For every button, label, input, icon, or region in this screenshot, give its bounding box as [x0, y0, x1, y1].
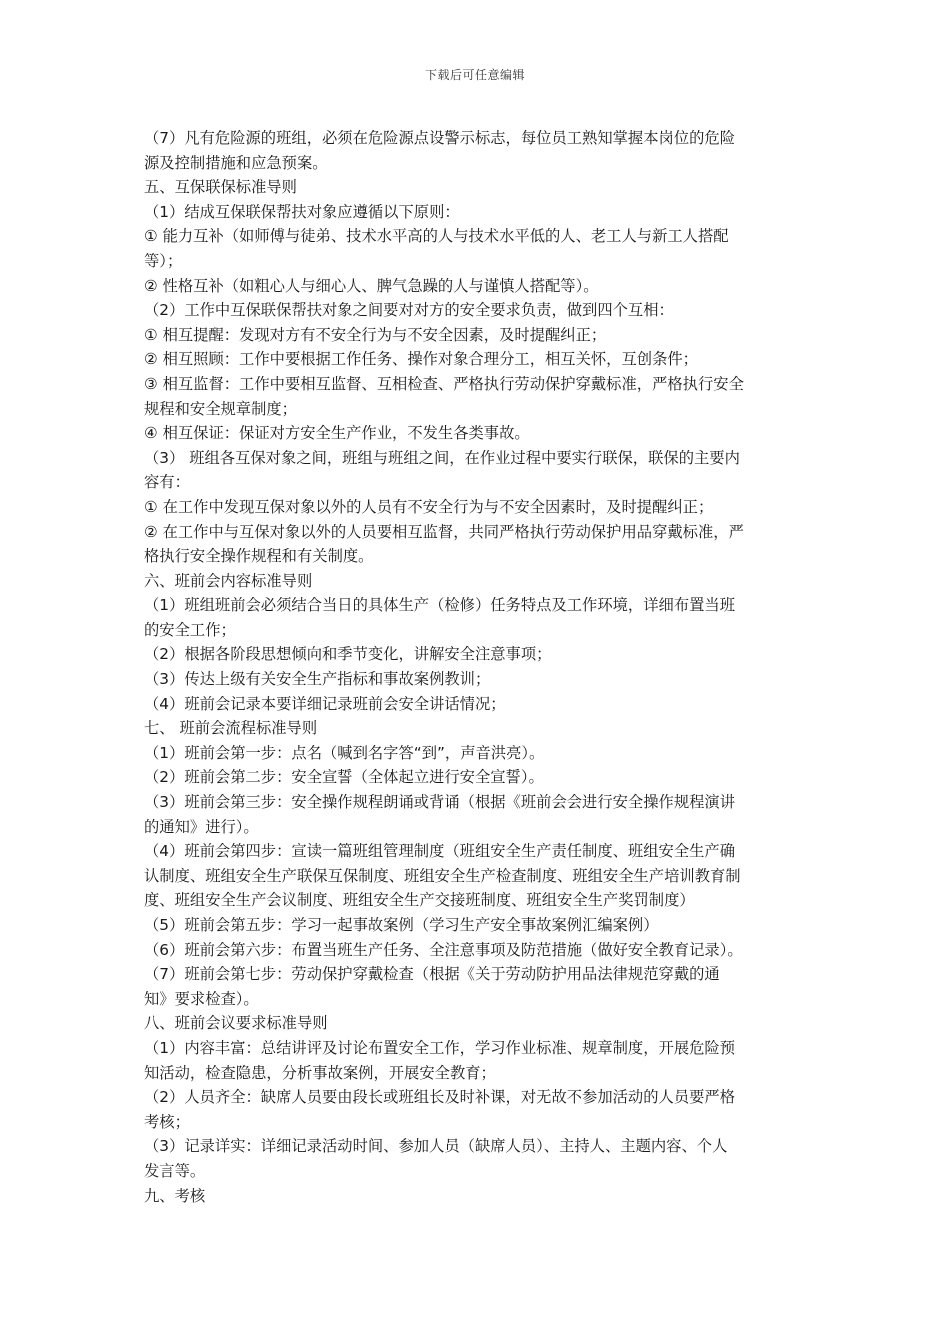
text-line: 知活动，检查隐患，分析事故案例，开展安全教育； [144, 1063, 496, 1082]
text-line: （3）班前会第三步：安全操作规程朗诵或背诵（根据《班前会会进行安全操作规程演讲 [144, 793, 736, 812]
text-line: 认制度、班组安全生产联保互保制度、班组安全生产检查制度、班组安全生产培训教育制 [144, 866, 741, 885]
page-header: 下载后可任意编辑 [424, 68, 525, 82]
text-line: （5）班前会第五步：学习一起事故案例（学习生产安全事故案例汇编案例） [144, 916, 659, 934]
text-line: （7）凡有危险源的班组，必须在危险源点设警示标志，每位员工熟知掌握本岗位的危险 [144, 129, 736, 147]
text-line: （7）班前会第七步：劳动保护穿戴检查（根据《关于劳动防护用品法律规范穿戴的通 [144, 965, 720, 984]
text-line: ② 在工作中与互保对象以外的人员要相互监督，共同严格执行劳动保护用品穿戴标准，严 [144, 522, 744, 541]
text-line: 发言等。 [144, 1161, 206, 1180]
text-line: 容有： [144, 473, 190, 492]
section-heading: 八、班前会议要求标准导则 [144, 1014, 328, 1033]
text-line: ① 能力互补（如师傅与徒弟、技术水平高的人与技术水平低的人、老工人与新工人搭配 [144, 227, 729, 246]
section-heading: 七、 班前会流程标准导则 [144, 719, 318, 738]
section-heading: 六、班前会内容标准导则 [144, 571, 313, 590]
text-line: （1）内容丰富：总结讲评及讨论布置安全工作，学习作业标准、规章制度，开展危险预 [144, 1038, 736, 1057]
text-line: 规程和安全规章制度； [144, 399, 297, 418]
text-line: 知》要求检查）。 [144, 989, 259, 1008]
text-line: （3）记录详实：详细记录活动时间、参加人员（缺席人员）、主持人、主题内容、个人 [144, 1137, 728, 1156]
text-line: （1）班前会第一步：点名（喊到名字答“到”，声音洪亮）。 [144, 743, 545, 762]
text-line: （2）班前会第二步：安全宣誓（全体起立进行安全宣誓）。 [144, 768, 544, 787]
document-body [144, 126, 808, 1208]
text-line: 的通知》进行）。 [144, 817, 259, 836]
text-line: （6）班前会第六步：布置当班生产任务、全注意事项及防范措施（做好安全教育记录）。 [144, 940, 743, 959]
text-line: 源及控制措施和应急预案。 [144, 153, 328, 172]
text-line: （3）传达上级有关安全生产指标和事故案例教训； [144, 670, 491, 689]
text-line: 等）； [144, 251, 183, 270]
text-line: （4）班前会记录本要详细记录班前会安全讲话情况； [144, 694, 506, 713]
text-line: 度、班组安全生产会议制度、班组安全生产交接班制度、班组安全生产奖罚制度） [144, 891, 695, 910]
text-line: ④ 相互保证：保证对方安全生产作业，不发生各类事故。 [144, 424, 530, 443]
text-line: （2）工作中互保联保帮扶对象之间要对对方的安全要求负责，做到四个互相： [144, 301, 674, 320]
text-line: ② 性格互补（如粗心人与细心人、脾气急躁的人与谨慎人搭配等）。 [144, 276, 599, 295]
text-line: （3） 班组各互保对象之间，班组与班组之间，在作业过程中要实行联保，联保的主要内 [144, 448, 740, 467]
text-line: （1）结成互保联保帮扶对象应遵循以下原则： [144, 202, 460, 221]
text-line: 格执行安全操作规程和有关制度。 [144, 547, 374, 566]
text-line: 考核； [144, 1112, 190, 1131]
section-heading: 五、互保联保标准导则 [144, 178, 297, 197]
text-line: ① 在工作中发现互保对象以外的人员有不安全行为与不安全因素时，及时提醒纠正； [144, 497, 714, 516]
section-heading: 九、考核 [144, 1186, 206, 1205]
text-line: ③ 相互监督：工作中要相互监督、互相检查、严格执行劳动保护穿戴标准，严格执行安全 [144, 374, 744, 393]
text-line: 的安全工作； [144, 620, 236, 639]
text-line: （4）班前会第四步：宣读一篇班组管理制度（班组安全生产责任制度、班组安全生产确 [144, 842, 736, 861]
text-line: ② 相互照顾：工作中要根据工作任务、操作对象合理分工，相互关怀，互创条件； [144, 350, 698, 369]
text-line: ① 相互提醒：发现对方有不安全行为与不安全因素，及时提醒纠正； [144, 325, 607, 344]
text-line: （1）班组班前会必须结合当日的具体生产（检修）任务特点及工作环境，详细布置当班 [144, 596, 736, 615]
text-line: （2）根据各阶段思想倾向和季节变化，讲解安全注意事项； [144, 645, 552, 664]
text-line: （2）人员齐全：缺席人员要由段长或班组长及时补课，对无故不参加活动的人员要严格 [144, 1088, 736, 1107]
